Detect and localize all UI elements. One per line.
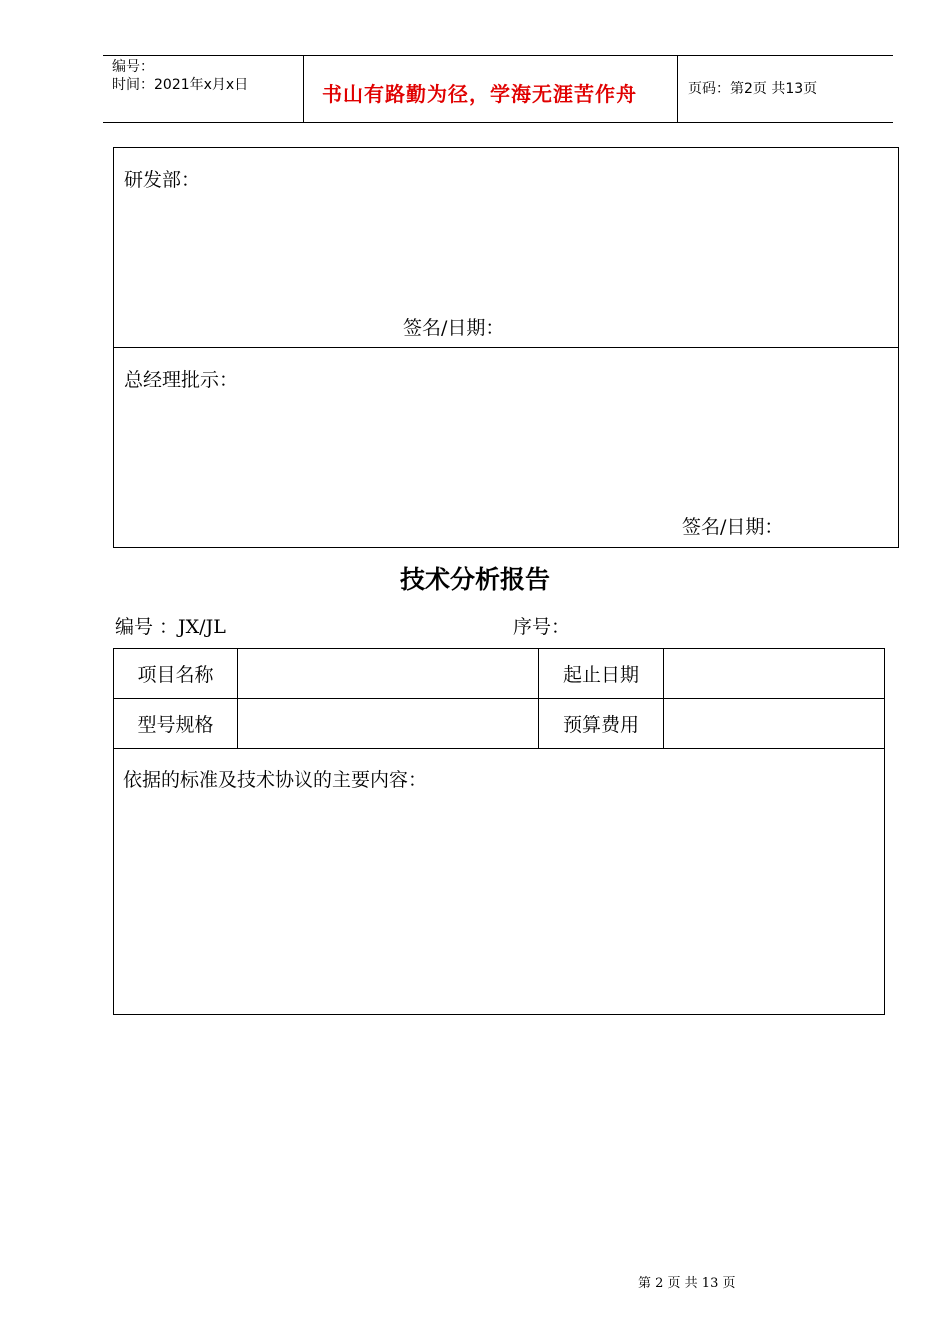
gm-sign-date-label: 签名/日期：: [682, 516, 784, 538]
footer-page-number: 第 2 页 共 13 页: [638, 1276, 736, 1291]
budget-field[interactable]: [664, 699, 885, 749]
model-spec-label: 型号规格: [114, 699, 238, 749]
project-name-label: 项目名称: [114, 649, 238, 699]
gm-label: 总经理批示：: [124, 369, 239, 391]
rd-label: 研发部：: [124, 169, 201, 191]
report-sequence: 序号：: [513, 616, 571, 638]
header-motto: 书山有路勤为径，学海无涯苦作舟: [322, 82, 637, 106]
rd-approval-box: [113, 147, 899, 348]
report-table: [113, 648, 885, 1015]
header-divider: [677, 55, 678, 123]
header-top-rule: [103, 55, 893, 56]
basis-content-cell[interactable]: [114, 749, 885, 1015]
rd-sign-date-label: 签名/日期：: [403, 317, 505, 339]
header-bottom-rule: [103, 122, 893, 123]
header-serial-label: 编号：: [112, 59, 154, 75]
model-spec-field[interactable]: [238, 699, 539, 749]
header-divider: [303, 55, 304, 123]
date-range-label: 起止日期: [539, 649, 664, 699]
project-name-field[interactable]: [238, 649, 539, 699]
table-row: [114, 749, 885, 1015]
budget-label: 预算费用: [539, 699, 664, 749]
table-row: [114, 649, 885, 699]
date-range-field[interactable]: [664, 649, 885, 699]
header-page-code: 页码：第2页 共13页: [688, 81, 818, 97]
basis-label: 依据的标准及技术协议的主要内容：: [123, 769, 428, 791]
header-time-label: 时间：2021年x月x日: [112, 77, 249, 93]
table-row: [114, 699, 885, 749]
report-title: 技术分析报告: [399, 565, 550, 594]
report-serial: 编号 ：JX/JL: [115, 616, 226, 638]
gm-approval-box: [113, 347, 899, 548]
